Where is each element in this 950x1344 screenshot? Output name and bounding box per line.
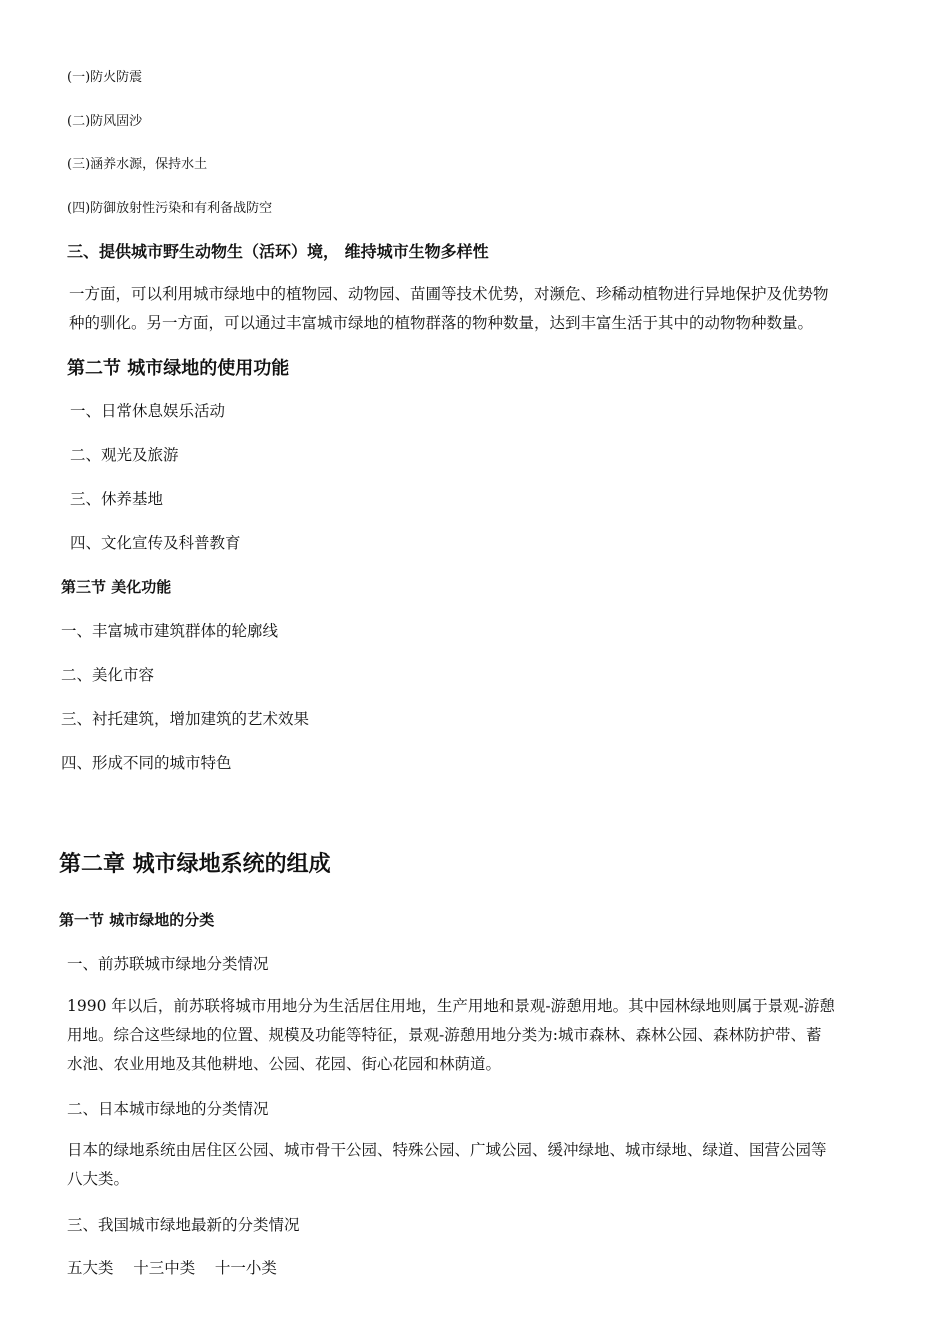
paragraph xyxy=(67,992,835,1079)
paragraph-line: 用地。综合这些绿地的位置、规模及功能等特征，景观-游憩用地分类为:城市森林、森林公园、森林防护带、蓄 xyxy=(67,1026,822,1044)
list-item: 二、美化市容 xyxy=(61,666,155,684)
section-heading: 第三节 美化功能 xyxy=(61,578,172,596)
classification-summary: 五大类 十三中类 十一小类 xyxy=(67,1259,277,1277)
list-item: 一、丰富城市建筑群体的轮廓线 xyxy=(61,622,279,640)
list-item: 四、形成不同的城市特色 xyxy=(61,754,232,772)
paragraph-line: 1990 年以后，前苏联将城市用地分为生活居住用地，生产用地和景观-游憩用地。其中园林绿地则属于景观-游憩 xyxy=(67,997,835,1015)
list-item: (四)防御放射性污染和有利备战防空 xyxy=(67,201,273,216)
list-item: 一、日常休息娱乐活动 xyxy=(70,402,226,420)
list-item: 三、休养基地 xyxy=(70,490,164,508)
paragraph-line: 日本的绿地系统由居住区公园、城市骨干公园、特殊公园、广域公园、缓冲绿地、城市绿地、绿道、国营公园等 xyxy=(67,1141,827,1159)
list-item: 二、观光及旅游 xyxy=(70,446,179,464)
list-item: (二)防风固沙 xyxy=(67,114,143,129)
paragraph xyxy=(67,1136,827,1194)
paragraph-line: 八大类。 xyxy=(67,1170,130,1188)
list-item: (三)涵养水源，保持水土 xyxy=(67,157,208,172)
list-item: (一)防火防震 xyxy=(67,70,143,85)
paragraph-line: 一方面，可以利用城市绿地中的植物园、动物园、苗圃等技术优势，对濒危、珍稀动植物进行异地保护及优势物 xyxy=(69,285,829,303)
list-item: 四、文化宣传及科普教育 xyxy=(70,534,241,552)
subsection-heading: 二、日本城市绿地的分类情况 xyxy=(67,1100,269,1118)
subsection-heading: 一、前苏联城市绿地分类情况 xyxy=(67,955,269,973)
chapter-heading: 第二章 城市绿地系统的组成 xyxy=(59,852,331,877)
section-heading: 第一节 城市绿地的分类 xyxy=(59,911,215,929)
subsection-heading: 三、提供城市野生动物生（活环）境， 维持城市生物多样性 xyxy=(67,242,489,261)
paragraph-line: 种的驯化。另一方面，可以通过丰富城市绿地的植物群落的物种数量，达到丰富生活于其中的动物物种数量。 xyxy=(69,314,814,332)
paragraph-line: 水池、农业用地及其他耕地、公园、花园、街心花园和林荫道。 xyxy=(67,1055,502,1073)
paragraph xyxy=(69,280,829,338)
section-heading: 第二节 城市绿地的使用功能 xyxy=(67,358,290,379)
subsection-heading: 三、我国城市绿地最新的分类情况 xyxy=(67,1216,300,1234)
list-item: 三、衬托建筑，增加建筑的艺术效果 xyxy=(61,710,310,728)
